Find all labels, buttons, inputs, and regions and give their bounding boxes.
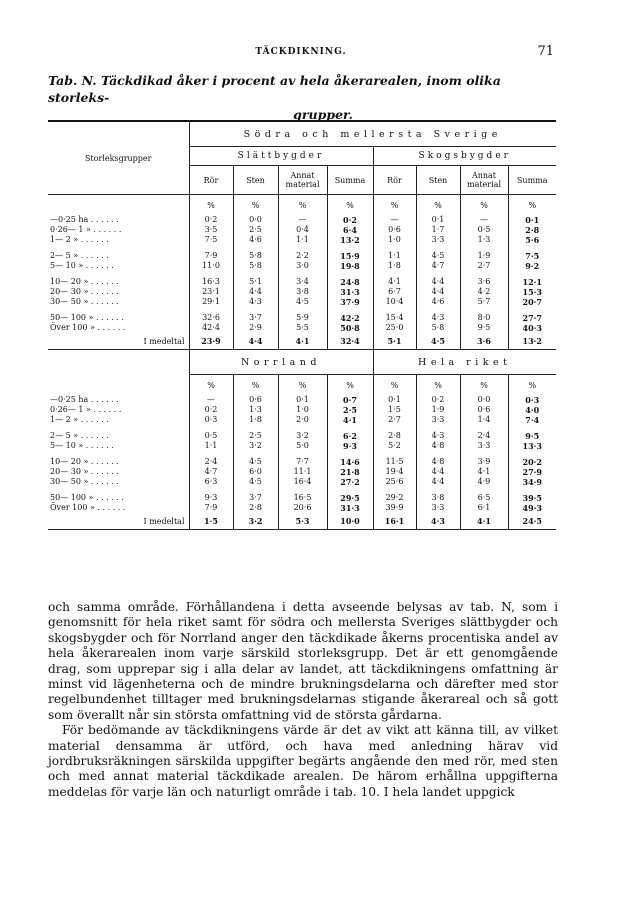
table-cell: 31·3 xyxy=(327,287,373,297)
table-cell: 5·8 xyxy=(416,323,460,333)
table-cell: 9·5 xyxy=(460,323,508,333)
table-cell: 5·9 xyxy=(278,313,327,323)
table-cell: 4·3 xyxy=(416,431,460,441)
caption-line-1: Tab. N. Täckdikad åker i procent av hela åkerarealen, inom olika storleks- xyxy=(48,73,501,105)
table-cell: 1·8 xyxy=(373,261,416,271)
table-row xyxy=(48,261,556,271)
table-cell: 4·5 xyxy=(233,477,278,487)
size-group-label: —0·25 ha . . . . . . xyxy=(50,215,119,224)
table-cell: 5·1 xyxy=(233,277,278,287)
table-cell: 1·7 xyxy=(416,225,460,235)
table-cell: 15·4 xyxy=(373,313,416,323)
table-cell: 2·7 xyxy=(460,261,508,271)
table-cell: 6·7 xyxy=(373,287,416,297)
percent-sign: % xyxy=(460,375,508,396)
table-cell: 3·2 xyxy=(233,441,278,451)
table-row xyxy=(48,415,556,425)
table-cell: 1·3 xyxy=(460,235,508,245)
table-cell: 3·3 xyxy=(416,415,460,425)
table-cell: 3·3 xyxy=(416,235,460,245)
table-cell: 7·7 xyxy=(278,457,327,467)
table-cell: 4·0 xyxy=(508,405,556,415)
table-cell: 5·0 xyxy=(278,441,327,451)
table-cell: 42·2 xyxy=(327,313,373,323)
table-cell: 5·8 xyxy=(233,261,278,271)
table-cell: 23·1 xyxy=(189,287,233,297)
table-cell: 4·4 xyxy=(416,277,460,287)
table-cell: — xyxy=(373,215,416,225)
table-cell: 3·8 xyxy=(278,287,327,297)
body-paragraph-2: För bedömande av täckdikningens värde är det av vikt att känna till, av vilket material densamma är utförd, och hava med anledning härav vid jordbruksräkningen särskilda uppgifter begärts angående den med rör, med sten och med annat material täckdikade arealen. De härom erhållna uppgifterna meddelas för varje län och naturligt område i tab. 10. I hela landet uppgick xyxy=(48,723,558,799)
body-paragraph-1: och samma område. Förhållandena i detta avseende belysas av tab. N, som i genomsnitt för hela riket samt för södra och mellersta Sveriges slättbygder och skogsbygder och för Norrland anger den täckdikade åkerns procentiska andel av hela åkerarealen inom varje särskild storleksgrupp. Det är ett genomgående drag, som upprepar sig i alla delar av landet, att täckdikningens omfattning är minst vid lägenheterna och de mindre brukningsdelarna och därefter med stor regelbundenhet tilltager med brukningsdelarnas stigande åkerareal och så gott som överallt når sin största omfattning vid de största gårdarna. xyxy=(48,600,558,722)
section-heading-left: Norrland xyxy=(189,350,373,375)
table-cell: 4·1 xyxy=(460,467,508,477)
table-row xyxy=(48,215,556,225)
table-cell: 2·5 xyxy=(233,225,278,235)
table-row xyxy=(48,405,556,415)
body-text xyxy=(48,600,558,800)
running-title: TÄCKDIKNING. xyxy=(255,47,347,57)
table-cell: 4·1 xyxy=(373,277,416,287)
size-group-label: 1— 2 » . . . . . . xyxy=(50,235,109,244)
table-cell: 0·3 xyxy=(189,415,233,425)
table-cell: 39·9 xyxy=(373,503,416,513)
table-cell: 2·5 xyxy=(233,431,278,441)
table-cell: 0·7 xyxy=(327,395,373,405)
size-group-label: Över 100 » . . . . . . xyxy=(50,503,126,512)
table-cell: 20·2 xyxy=(508,457,556,467)
percent-sign: % xyxy=(278,195,327,216)
table-cell: 3·7 xyxy=(233,493,278,503)
table-cell: 32·6 xyxy=(189,313,233,323)
table-cell: 1·0 xyxy=(373,235,416,245)
table-cell: 0·2 xyxy=(416,395,460,405)
size-group-label: Över 100 » . . . . . . xyxy=(50,323,126,332)
table-cell: 39·5 xyxy=(508,493,556,503)
table-cell: 49·3 xyxy=(508,503,556,513)
table-cell: 4·9 xyxy=(460,477,508,487)
table-cell: 1·1 xyxy=(278,235,327,245)
table-cell: 0·2 xyxy=(189,215,233,225)
page-header xyxy=(48,46,554,60)
table-cell: 6·4 xyxy=(327,225,373,235)
table-cell: 1·8 xyxy=(233,415,278,425)
table-cell: 3·5 xyxy=(189,225,233,235)
table-cell: 1·0 xyxy=(278,405,327,415)
percent-sign: % xyxy=(278,375,327,396)
table-cell: 27·7 xyxy=(508,313,556,323)
subregion-heading-left: Slättbygder xyxy=(189,147,373,166)
table-cell: 0·6 xyxy=(373,225,416,235)
average-row xyxy=(48,333,556,350)
table-cell: 8·0 xyxy=(460,313,508,323)
table-cell: 0·5 xyxy=(460,225,508,235)
table-cell: 4·8 xyxy=(416,441,460,451)
table-cell: 14·6 xyxy=(327,457,373,467)
table-cell: 25·6 xyxy=(373,477,416,487)
table-cell: 6·2 xyxy=(327,431,373,441)
table-cell: 4·6 xyxy=(233,235,278,245)
table-cell: 4·6 xyxy=(416,297,460,307)
table-cell: 5·1 xyxy=(373,333,416,350)
column-header: Annat material xyxy=(278,166,327,195)
table-cell: 3·7 xyxy=(233,313,278,323)
table-cell: 5·2 xyxy=(373,441,416,451)
table-cell: 23·9 xyxy=(189,333,233,350)
table-cell: 29·5 xyxy=(327,493,373,503)
table-cell: 16·4 xyxy=(278,477,327,487)
table-cell: 7·4 xyxy=(508,415,556,425)
column-header: Rör xyxy=(373,166,416,195)
table-cell: 4·3 xyxy=(233,297,278,307)
percent-sign: % xyxy=(327,195,373,216)
table-cell: 2·4 xyxy=(189,457,233,467)
table-cell: 5·6 xyxy=(508,235,556,245)
percent-sign: % xyxy=(233,375,278,396)
table-cell: 3·6 xyxy=(460,333,508,350)
table-cell: 13·3 xyxy=(508,441,556,451)
percent-sign: % xyxy=(233,195,278,216)
caption-line-2: grupper. xyxy=(293,107,353,122)
size-group-label: 10— 20 » . . . . . . xyxy=(50,277,119,286)
table-cell: 40·3 xyxy=(508,323,556,333)
column-header: Summa xyxy=(327,166,373,195)
size-group-label: 5— 10 » . . . . . . xyxy=(50,441,114,450)
column-header: Rör xyxy=(189,166,233,195)
table-cell: 7·9 xyxy=(189,251,233,261)
table-row xyxy=(48,477,556,487)
table-cell: 1·5 xyxy=(373,405,416,415)
average-label: I medeltal xyxy=(143,336,185,346)
table-cell: 0·1 xyxy=(373,395,416,405)
table-cell: 13·2 xyxy=(327,235,373,245)
table-row xyxy=(48,467,556,477)
percent-sign: % xyxy=(508,375,556,396)
table-caption xyxy=(48,72,558,123)
table-cell: — xyxy=(460,215,508,225)
table-cell: 1·9 xyxy=(460,251,508,261)
table-cell: 50·8 xyxy=(327,323,373,333)
table-cell: 4·5 xyxy=(416,251,460,261)
table-cell: — xyxy=(189,395,233,405)
table-row xyxy=(48,503,556,513)
table-cell: 5·5 xyxy=(278,323,327,333)
table-cell: 1·5 xyxy=(189,513,233,530)
column-header: Sten xyxy=(233,166,278,195)
table-cell: 4·8 xyxy=(416,457,460,467)
table-cell: 2·4 xyxy=(460,431,508,441)
table-cell: 11·0 xyxy=(189,261,233,271)
table-cell: 9·3 xyxy=(327,441,373,451)
table-row xyxy=(48,313,556,323)
table-cell: 9·2 xyxy=(508,261,556,271)
table-cell: 0·1 xyxy=(508,215,556,225)
table-cell: 16·1 xyxy=(373,513,416,530)
table-row xyxy=(48,235,556,245)
table-row xyxy=(48,457,556,467)
table-cell: 25·0 xyxy=(373,323,416,333)
table-cell: 6·1 xyxy=(460,503,508,513)
table-cell: 3·2 xyxy=(233,513,278,530)
table-cell: 21·8 xyxy=(327,467,373,477)
size-group-label: 2— 5 » . . . . . . xyxy=(50,431,109,440)
size-group-label: 50— 100 » . . . . . . xyxy=(50,313,124,322)
table-cell: 2·8 xyxy=(233,503,278,513)
table-cell: 0·0 xyxy=(233,215,278,225)
table-cell: 3·8 xyxy=(416,493,460,503)
table-cell: 2·8 xyxy=(508,225,556,235)
table-cell: 6·3 xyxy=(189,477,233,487)
table-cell: 20·7 xyxy=(508,297,556,307)
table-cell: 4·4 xyxy=(416,477,460,487)
table-cell: 19·8 xyxy=(327,261,373,271)
table-cell: 13·2 xyxy=(508,333,556,350)
table-cell: 0·1 xyxy=(278,395,327,405)
subregion-heading-right: Skogsbygder xyxy=(373,147,556,166)
table-cell: 0·5 xyxy=(189,431,233,441)
table-cell: 4·7 xyxy=(416,261,460,271)
table-cell: 9·5 xyxy=(508,431,556,441)
table-cell: 4·1 xyxy=(327,415,373,425)
percent-sign: % xyxy=(189,195,233,216)
table-cell: 37·9 xyxy=(327,297,373,307)
table-cell: 2·5 xyxy=(327,405,373,415)
average-row xyxy=(48,513,556,530)
table-row xyxy=(48,395,556,405)
table-cell: 3·3 xyxy=(460,441,508,451)
table-cell: 10·4 xyxy=(373,297,416,307)
table-cell: 4·5 xyxy=(278,297,327,307)
table-cell: 0·6 xyxy=(233,395,278,405)
size-group-label: 5— 10 » . . . . . . xyxy=(50,261,114,270)
table-cell: 0·3 xyxy=(508,395,556,405)
table-cell: 3·6 xyxy=(460,277,508,287)
table-row xyxy=(48,323,556,333)
column-header: Sten xyxy=(416,166,460,195)
table-cell: 15·9 xyxy=(327,251,373,261)
size-group-label: —0·25 ha . . . . . . xyxy=(50,395,119,404)
table-cell: 16·5 xyxy=(278,493,327,503)
percent-sign: % xyxy=(508,195,556,216)
table-cell: 4·5 xyxy=(233,457,278,467)
region-heading: Södra och mellersta Sverige xyxy=(189,121,556,147)
table-cell: 4·2 xyxy=(460,287,508,297)
percent-sign: % xyxy=(460,195,508,216)
table-cell: 0·0 xyxy=(460,395,508,405)
percent-sign: % xyxy=(373,375,416,396)
table-cell: 16·3 xyxy=(189,277,233,287)
table-cell: 2·0 xyxy=(278,415,327,425)
size-group-label: 1— 2 » . . . . . . xyxy=(50,415,109,424)
table-cell: 3·2 xyxy=(278,431,327,441)
table-cell: 4·4 xyxy=(416,287,460,297)
table-cell: 32·4 xyxy=(327,333,373,350)
size-group-label: 30— 50 » . . . . . . xyxy=(50,477,119,486)
table-cell: 4·1 xyxy=(278,333,327,350)
table-cell: 4·3 xyxy=(416,313,460,323)
table-cell: 4·4 xyxy=(233,333,278,350)
size-group-label: 2— 5 » . . . . . . xyxy=(50,251,109,260)
table-cell: 1·1 xyxy=(189,441,233,451)
table-cell: 4·4 xyxy=(233,287,278,297)
table-cell: 3·9 xyxy=(460,457,508,467)
table-cell: 42·4 xyxy=(189,323,233,333)
table-cell: 0·1 xyxy=(416,215,460,225)
table-row xyxy=(48,225,556,235)
size-group-label: 0·26— 1 » . . . . . . xyxy=(50,225,122,234)
table-cell: 5·8 xyxy=(233,251,278,261)
table-row xyxy=(48,287,556,297)
table-cell: 31·3 xyxy=(327,503,373,513)
table-cell: 5·3 xyxy=(278,513,327,530)
table-cell: 11·5 xyxy=(373,457,416,467)
table-cell: 29·1 xyxy=(189,297,233,307)
table-cell: 12·1 xyxy=(508,277,556,287)
table-row xyxy=(48,277,556,287)
table-row xyxy=(48,251,556,261)
size-group-label: 30— 50 » . . . . . . xyxy=(50,297,119,306)
percent-sign: % xyxy=(189,375,233,396)
percent-sign: % xyxy=(416,375,460,396)
table-cell: 11·1 xyxy=(278,467,327,477)
column-header: Summa xyxy=(508,166,556,195)
table-cell: 2·7 xyxy=(373,415,416,425)
table-cell: 7·5 xyxy=(189,235,233,245)
size-group-label: 50— 100 » . . . . . . xyxy=(50,493,124,502)
table-cell: 0·2 xyxy=(327,215,373,225)
table-cell: 5·7 xyxy=(460,297,508,307)
table-cell: 4·7 xyxy=(189,467,233,477)
table-cell: 34·9 xyxy=(508,477,556,487)
size-group-label: 10— 20 » . . . . . . xyxy=(50,457,119,466)
table-cell: 19·4 xyxy=(373,467,416,477)
table-cell: 4·4 xyxy=(416,467,460,477)
table-cell: 29·2 xyxy=(373,493,416,503)
table-row xyxy=(48,431,556,441)
table-cell: 2·2 xyxy=(278,251,327,261)
table-cell: 1·1 xyxy=(373,251,416,261)
percent-sign: % xyxy=(416,195,460,216)
table-cell: 3·4 xyxy=(278,277,327,287)
table-cell: 0·4 xyxy=(278,225,327,235)
table-cell: 6·0 xyxy=(233,467,278,477)
table-cell: 2·9 xyxy=(233,323,278,333)
table-cell: 9·3 xyxy=(189,493,233,503)
table-row xyxy=(48,297,556,307)
table-cell: 15·3 xyxy=(508,287,556,297)
size-group-label: 20— 30 » . . . . . . xyxy=(50,467,119,476)
page-number: 71 xyxy=(537,44,554,59)
table-cell: 3·0 xyxy=(278,261,327,271)
size-group-label: 0·26— 1 » . . . . . . xyxy=(50,405,122,414)
statistics-table xyxy=(48,120,556,530)
table-cell: 4·5 xyxy=(416,333,460,350)
table-cell: 1·9 xyxy=(416,405,460,415)
table-cell: 7·9 xyxy=(189,503,233,513)
table-cell: 10·0 xyxy=(327,513,373,530)
percent-sign: % xyxy=(373,195,416,216)
table-cell: 24·5 xyxy=(508,513,556,530)
table-cell: 1·4 xyxy=(460,415,508,425)
column-header: Annat material xyxy=(460,166,508,195)
average-label: I medeltal xyxy=(143,516,185,526)
table-cell: 0·6 xyxy=(460,405,508,415)
table-cell: 7·5 xyxy=(508,251,556,261)
percent-sign: % xyxy=(327,375,373,396)
table-cell: 24·8 xyxy=(327,277,373,287)
table-cell: 2·8 xyxy=(373,431,416,441)
section-heading-right: Hela riket xyxy=(373,350,556,375)
table-cell: 4·3 xyxy=(416,513,460,530)
table-row xyxy=(48,441,556,451)
table-cell: 27·2 xyxy=(327,477,373,487)
table-cell: 3·3 xyxy=(416,503,460,513)
table-cell: 20·6 xyxy=(278,503,327,513)
size-group-label: 20— 30 » . . . . . . xyxy=(50,287,119,296)
row-header: Storleksgrupper xyxy=(48,121,189,195)
table-cell: 6·5 xyxy=(460,493,508,503)
table-cell: — xyxy=(278,215,327,225)
table-row xyxy=(48,493,556,503)
table-cell: 0·2 xyxy=(189,405,233,415)
table-cell: 1·3 xyxy=(233,405,278,415)
table-cell: 27·9 xyxy=(508,467,556,477)
table-cell: 4·1 xyxy=(460,513,508,530)
